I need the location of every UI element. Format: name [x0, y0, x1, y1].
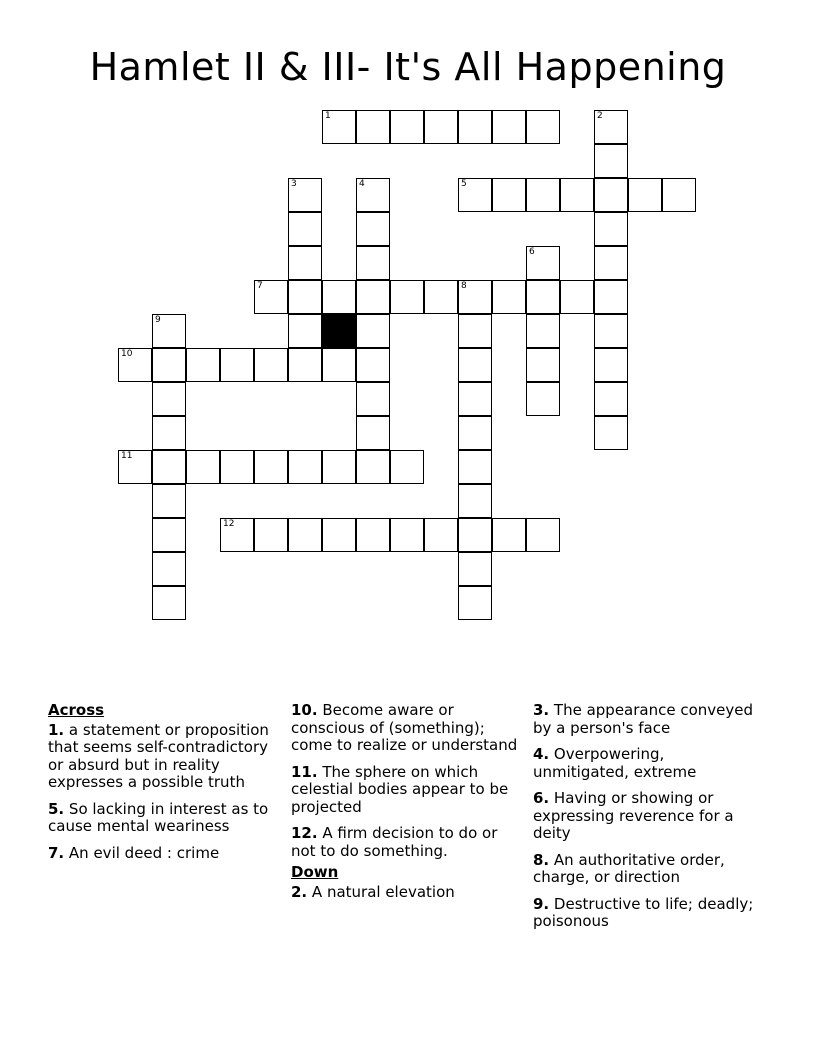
grid-cell[interactable] — [356, 110, 390, 144]
clue-text: Become aware or conscious of (something); come to realize or understand — [291, 701, 518, 754]
clue-text: An evil deed : crime — [68, 843, 220, 862]
grid-cell[interactable] — [322, 518, 356, 552]
grid-cell[interactable] — [526, 246, 560, 280]
grid-cell[interactable] — [526, 314, 560, 348]
grid-cell[interactable] — [594, 178, 628, 212]
clue-across-5 — [48, 801, 276, 836]
grid-cell[interactable] — [458, 382, 492, 416]
grid-cell[interactable] — [458, 110, 492, 144]
grid-cell[interactable] — [152, 552, 186, 586]
clue-across-10 — [291, 702, 519, 755]
grid-cell[interactable] — [254, 348, 288, 382]
grid-cell[interactable] — [492, 518, 526, 552]
clue-number: 10. — [291, 701, 318, 719]
grid-cell[interactable] — [152, 416, 186, 450]
grid-cell[interactable] — [118, 348, 152, 382]
cell-number: 11 — [121, 451, 133, 461]
grid-cell[interactable] — [118, 450, 152, 484]
cell-number: 8 — [461, 281, 467, 291]
clue-text: The sphere on which celestial bodies appear to be projected — [291, 762, 509, 816]
grid-cell[interactable] — [220, 348, 254, 382]
grid-cell[interactable] — [186, 348, 220, 382]
grid-cell[interactable] — [424, 518, 458, 552]
cell-number: 1 — [325, 111, 331, 121]
cell-number: 9 — [155, 315, 161, 325]
grid-cell[interactable] — [424, 110, 458, 144]
grid-cell[interactable] — [594, 280, 628, 314]
grid-cell[interactable] — [356, 382, 390, 416]
grid-cell[interactable] — [220, 518, 254, 552]
clue-down-4 — [533, 746, 761, 781]
grid-cell[interactable] — [254, 450, 288, 484]
grid-cell[interactable] — [152, 382, 186, 416]
grid-cell[interactable] — [594, 212, 628, 246]
clue-number: 3. — [533, 701, 550, 719]
cell-number: 5 — [461, 179, 467, 189]
clue-number: 12. — [291, 824, 318, 842]
grid-cell[interactable] — [322, 280, 356, 314]
grid-cell[interactable] — [594, 314, 628, 348]
cell-number: 10 — [121, 349, 133, 359]
grid-cell[interactable] — [356, 348, 390, 382]
grid-cell[interactable] — [458, 586, 492, 620]
grid-cell[interactable] — [356, 314, 390, 348]
grid-cell[interactable] — [526, 518, 560, 552]
grid-cell[interactable] — [288, 314, 322, 348]
grid-cell[interactable] — [152, 586, 186, 620]
grid-cell[interactable] — [560, 178, 594, 212]
cell-number: 6 — [529, 247, 535, 257]
clue-number: 1. — [48, 720, 65, 739]
down-heading: Down — [291, 863, 339, 881]
grid-cell[interactable] — [594, 416, 628, 450]
cell-number: 3 — [291, 179, 297, 189]
grid-cell[interactable] — [594, 246, 628, 280]
grid-cell[interactable] — [288, 246, 322, 280]
clue-number: 8. — [533, 850, 550, 869]
grid-cell[interactable] — [288, 450, 322, 484]
grid-cell[interactable] — [458, 450, 492, 484]
grid-cell[interactable] — [492, 110, 526, 144]
grid-cell[interactable] — [356, 518, 390, 552]
grid-cell[interactable] — [152, 484, 186, 518]
grid-cell[interactable] — [458, 314, 492, 348]
clue-text: Overpowering, unmitigated, extreme — [533, 745, 697, 781]
clue-down-6 — [533, 790, 761, 843]
grid-cell[interactable] — [458, 518, 492, 552]
clues-column-2 — [291, 702, 519, 910]
clue-down-9 — [533, 896, 761, 931]
grid-cell[interactable] — [526, 110, 560, 144]
across-heading: Across — [48, 701, 105, 719]
clue-text: Having or showing or expressing reverence for a deity — [533, 789, 734, 842]
page-title: Hamlet II & III- It's All Happening — [89, 45, 727, 89]
grid-cell[interactable] — [458, 178, 492, 212]
grid-cell[interactable] — [492, 280, 526, 314]
clue-text: The appearance conveyed by a person's face — [533, 701, 754, 737]
grid-cell[interactable] — [526, 382, 560, 416]
grid-cell[interactable] — [322, 110, 356, 144]
clue-text: a statement or proposition that seems self-contradictory or absurd but in reality expresses a possible truth — [48, 720, 269, 791]
grid-cell[interactable] — [492, 178, 526, 212]
black-square — [322, 314, 356, 348]
grid-cell[interactable] — [322, 348, 356, 382]
grid-cell[interactable] — [458, 416, 492, 450]
clue-across-7 — [48, 845, 276, 863]
clue-down-3 — [533, 702, 761, 737]
grid-cell[interactable] — [628, 178, 662, 212]
grid-cell[interactable] — [356, 416, 390, 450]
grid-cell[interactable] — [152, 314, 186, 348]
cell-number: 4 — [359, 179, 365, 189]
grid-cell[interactable] — [152, 348, 186, 382]
clue-number: 5. — [48, 799, 65, 818]
grid-cell[interactable] — [458, 484, 492, 518]
clue-text: So lacking in interest as to cause mental weariness — [48, 799, 269, 835]
grid-cell[interactable] — [152, 518, 186, 552]
clue-text: A firm decision to do or not to do something. — [291, 824, 498, 860]
grid-cell[interactable] — [186, 450, 220, 484]
clue-across-12 — [291, 825, 519, 860]
grid-cell[interactable] — [594, 110, 628, 144]
grid-cell[interactable] — [356, 450, 390, 484]
grid-cell[interactable] — [356, 280, 390, 314]
clue-text: A natural elevation — [311, 882, 455, 901]
grid-cell[interactable] — [594, 348, 628, 382]
clue-number: 4. — [533, 745, 550, 763]
grid-cell[interactable] — [560, 280, 594, 314]
clues-column-1 — [48, 702, 276, 871]
grid-cell[interactable] — [390, 280, 424, 314]
cell-number: 12 — [223, 519, 235, 529]
grid-cell[interactable] — [356, 246, 390, 280]
grid-cell[interactable] — [390, 110, 424, 144]
grid-cell[interactable] — [288, 280, 322, 314]
grid-cell[interactable] — [390, 450, 424, 484]
clue-number: 2. — [291, 882, 308, 901]
grid-cell[interactable] — [594, 144, 628, 178]
clue-down-8 — [533, 852, 761, 887]
clue-number: 7. — [48, 843, 65, 862]
clue-number: 9. — [533, 894, 550, 913]
clue-number: 6. — [533, 789, 550, 807]
cell-number: 7 — [257, 281, 263, 291]
grid-cell[interactable] — [424, 280, 458, 314]
grid-cell[interactable] — [288, 348, 322, 382]
grid-cell[interactable] — [288, 212, 322, 246]
grid-cell[interactable] — [254, 518, 288, 552]
grid-cell[interactable] — [458, 280, 492, 314]
grid-cell[interactable] — [356, 178, 390, 212]
clues-column-3 — [533, 702, 761, 940]
clue-text: An authoritative order, charge, or direction — [533, 850, 725, 886]
clue-across-11 — [291, 764, 519, 817]
grid-cell[interactable] — [356, 212, 390, 246]
grid-cell[interactable] — [594, 382, 628, 416]
grid-cell[interactable] — [662, 178, 696, 212]
grid-cell[interactable] — [152, 450, 186, 484]
cell-number: 2 — [597, 111, 603, 121]
grid-cell[interactable] — [220, 450, 254, 484]
clue-text: Destructive to life; deadly; poisonous — [533, 894, 754, 930]
clue-across-1 — [48, 722, 276, 792]
grid-cell[interactable] — [288, 178, 322, 212]
grid-cell[interactable] — [458, 552, 492, 586]
clue-down-2 — [291, 884, 519, 902]
grid-cell[interactable] — [526, 348, 560, 382]
grid-cell[interactable] — [390, 518, 424, 552]
grid-cell[interactable] — [526, 280, 560, 314]
grid-cell[interactable] — [322, 450, 356, 484]
grid-cell[interactable] — [254, 280, 288, 314]
grid-cell[interactable] — [526, 178, 560, 212]
clue-number: 11. — [291, 762, 318, 781]
grid-cell[interactable] — [288, 518, 322, 552]
grid-cell[interactable] — [458, 348, 492, 382]
